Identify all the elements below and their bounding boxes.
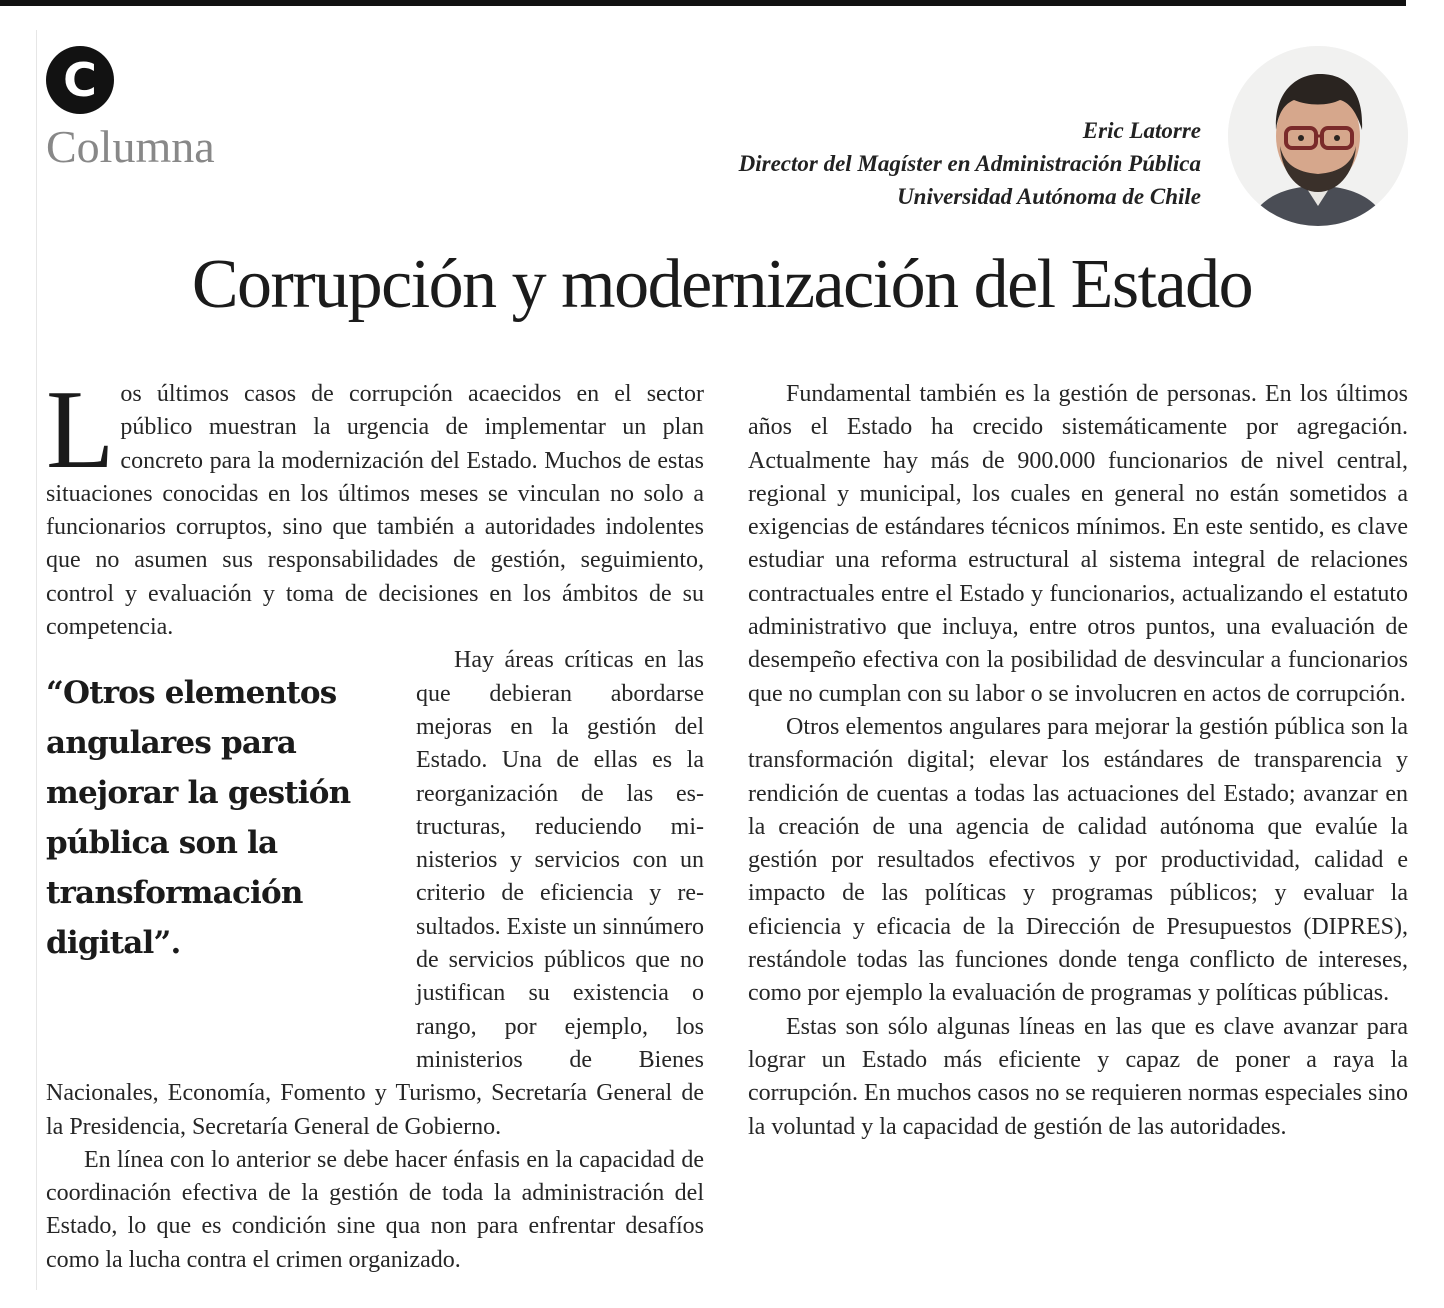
article-column-right [748, 378, 1408, 1288]
author-photo [1228, 46, 1408, 226]
article-paragraph-4: Fundamental también es la gestión de personas. En los últimos años el Estado ha crecido sistemáticamente por agregación. Actualmente hay más de 900.000 funcionarios de nivel central, regional y municipal, los cuales en general no están sometidos a exigencias de estándares técnicos mínimos. En este sentido, es clave estudiar una reforma estructural al sistema integral de relaciones contractuales entre el Estado y funcionarios, actualizando el estatuto administrativo que incluya, entre otros puntos, una evaluación de desempeño efectiva con la posibilidad de desvincular a funcionarios que no cumplan con su labor o se involucren en actos de corrupción. [748, 381, 1408, 707]
article-paragraph-6: Estas son sólo algunas líneas en las que es clave avanzar para lograr un Estado más eficiente y capaz de poner a raya la corrupción. En muchos casos no se requieren normas especiales sino la voluntad y la capacidad de gestión de las autoridades. [748, 1013, 1408, 1140]
article-paragraph-1 [46, 368, 704, 644]
section-logo-letter: C [63, 53, 97, 107]
section-label: Columna [46, 121, 215, 172]
article-column-left [46, 368, 704, 1288]
pull-quote: “Otros elementos angulares para mejorar la gestión pública son la transformación digital”. [46, 675, 351, 962]
section-logo [46, 46, 114, 114]
author-name: Eric Latorre [1082, 118, 1201, 143]
article-paragraph-5: Otros elementos angulares para mejorar la gestión pública son la transformación digital; elevar los estándares de transparencia y rendición de cuentas a todas las actuaciones del Estado; avanzar en la creación de una agencia de calidad autónoma que evalúe la gestión por resultados efectivos y por productividad, calidad e impacto de las políticas y programas públicos; y evaluar la eficiencia y eficacia de la Dirección de Presupuestos (DIPRES), restándole todas las funciones donde tenga conflicto de intereses, como por ejemplo la evaluación de programas y políticas públicas. [748, 713, 1408, 1007]
left-margin-line [36, 30, 37, 1290]
article-paragraph-2: Hay áreas críticas en las que debieran abordarse mejoras en la gestión del Estado. Una de ellas es la reorganización de las estructuras, reduciendo ministerios y servicios con un criterio de eficiencia y resultados. Existe un sinnúmero de servicios públicos que no justifican su existencia o rango, por ejemplo, los ministerios de Bienes Nacionales, Economía, Fomento y Turismo, Secretaría General de la Presidencia, Secretaría General de Gobierno. [46, 647, 704, 1140]
drop-cap: L [46, 368, 115, 492]
top-rule [0, 0, 1406, 6]
article-headline: Corrupción y modernización del Estado [191, 246, 1253, 323]
author-portrait-icon [1228, 46, 1408, 226]
author-title: Director del Magíster en Administración Pública [738, 151, 1201, 176]
author-byline [739, 114, 1201, 213]
article-paragraph-3: En línea con lo anterior se debe hacer énfasis en la capacidad de coordinación efectiva de la gestión de toda la administración del Estado, lo que es condición sine qua non para enfrentar desafíos como la lucha contra el crimen organizado. [46, 1146, 704, 1273]
paragraph-1-text: os últimos casos de corrupción acaecidos en el sector público muestran la urgencia de implementar un plan concreto para la modernización del Estado. Muchos de estas situaciones conocidas en los últimos meses se vinculan no solo a funcionarios corruptos, sino que también a autoridades indolentes que no asumen sus responsabilidades de gestión, seguimiento, control y evaluación y toma de decisiones en los ámbitos de su competencia. [46, 381, 704, 641]
author-institution: Universidad Autónoma de Chile [897, 184, 1201, 209]
